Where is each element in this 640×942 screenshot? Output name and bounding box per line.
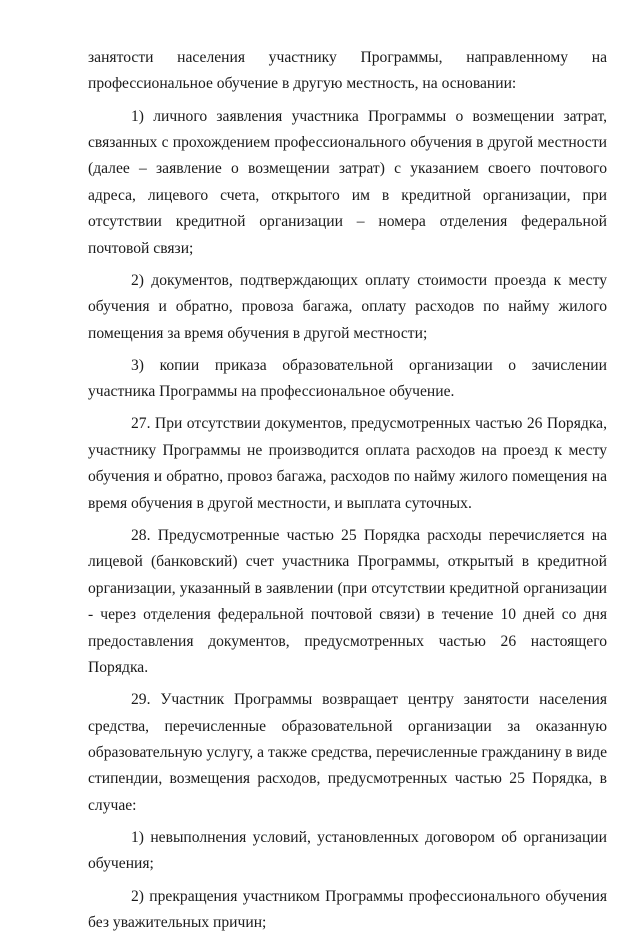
paragraph-intro-continuation: занятости населения участнику Программы, направленному на профессиональное обучение в другую местность, на основании: [88, 49, 607, 93]
paragraph-item-3-enrollment-order: 3) копии приказа образовательной организации о зачислении участника Программы на профессиональное обучение. [88, 356, 607, 401]
paragraph-item-1-application: 1) личного заявления участника Программы о возмещении затрат, связанных с прохождением профессионального обучения в другой местности (далее – заявление о возмещении затрат) с указанием своего почтового адреса, лицевого счета, открытого им в кредитной организации, при отсутствии кредитной организации – номера отделения федеральной почтовой связи; [88, 107, 607, 257]
paragraph-clause-29-item-1: 1) невыполнения условий, установленных договором об организации обучения; [88, 828, 607, 873]
document-body [88, 45, 607, 942]
paragraph-item-2-payment-documents: 2) документов, подтверждающих оплату стоимости проезда к месту обучения и обратно, провоза багажа, оплату расходов по найму жилого помещения за время обучения в другой местности; [88, 271, 607, 342]
paragraph-clause-29: 29. Участник Программы возвращает центру занятости населения средства, перечисленные образовательной организации за оказанную образовательную услугу, а также средства, перечисленные гражданину в виде стипендии, возмещения расходов, предусмотренных частью 25 Порядка, в случае: [88, 691, 607, 814]
paragraph-clause-27: 27. При отсутствии документов, предусмотренных частью 26 Порядка, участнику Программы не производится оплата расходов на проезд к месту обучения и обратно, провоз багажа, расходов по найму жилого помещения на время обучения в другой местности, и выплата суточных. [88, 415, 607, 512]
paragraph-clause-29-item-2: 2) прекращения участником Программы профессионального обучения без уважительных причин; [88, 887, 607, 931]
paragraph-clause-28: 28. Предусмотренные частью 25 Порядка расходы перечисляется на лицевой (банковский) счет участника Программы, открытый в кредитной организации, указанный в заявлении (при отсутствии кредитной организации - через отделения федеральной почтовой связи) в течение 10 дней со дня предоставления документов, предусмотренных частью 26 настоящего Порядка. [88, 526, 607, 676]
